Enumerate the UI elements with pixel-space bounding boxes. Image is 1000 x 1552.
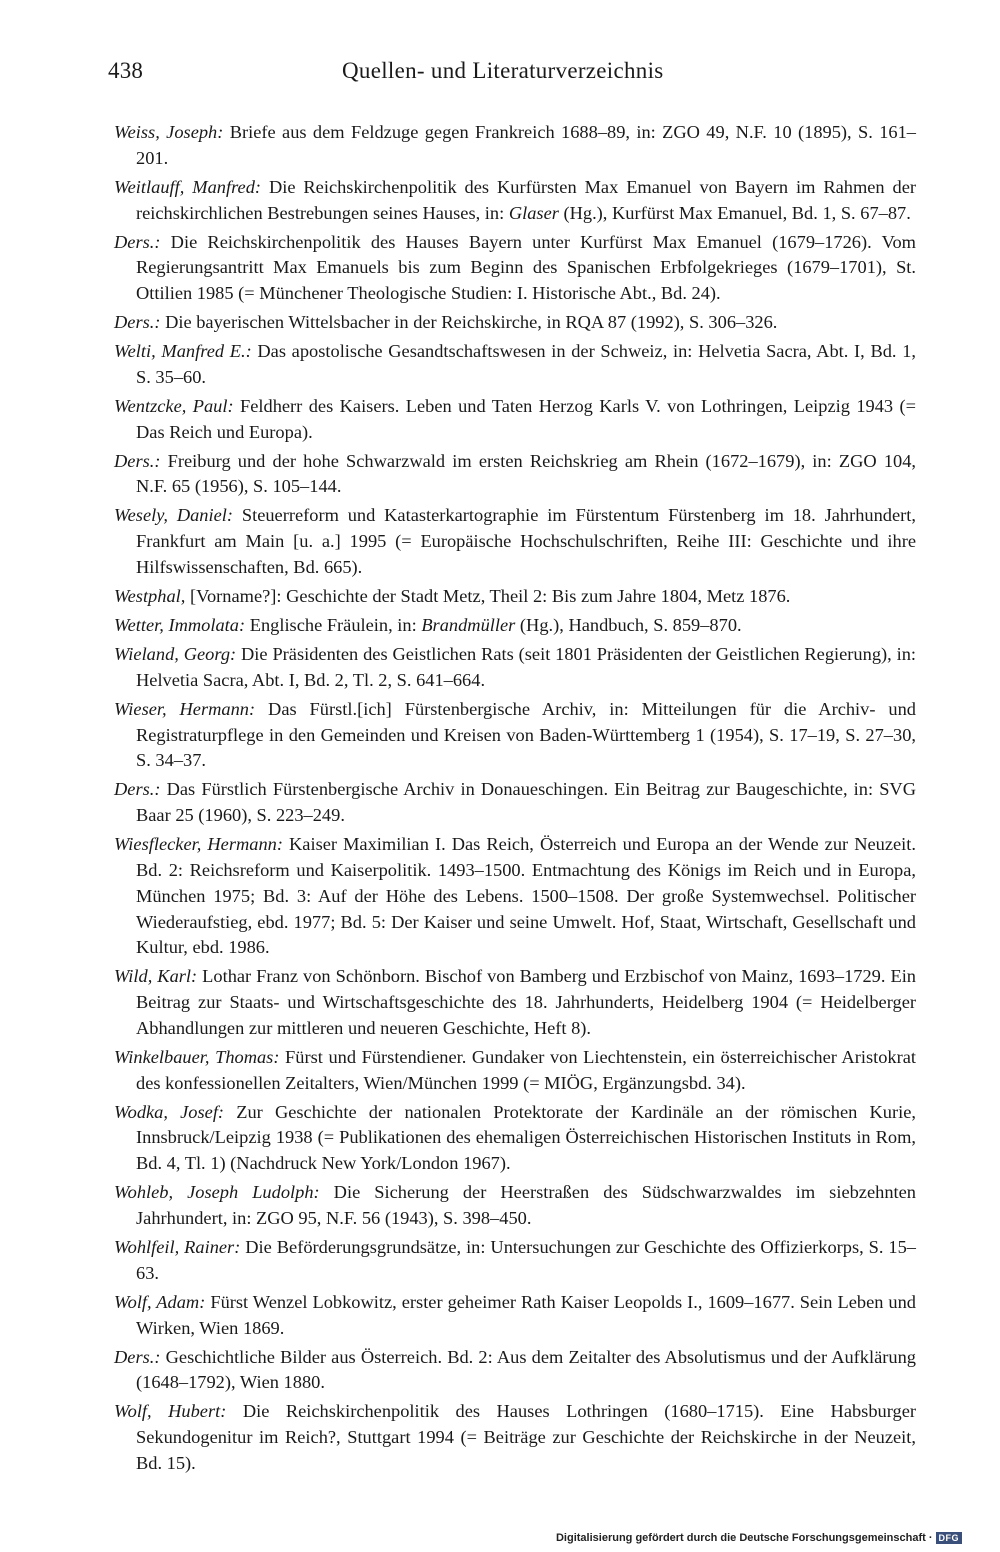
entry-text: Feldherr des Kaisers. Leben und Taten Herzog Karls V. von Lothringen, Leipzig 1943 (= Das Reich und Europa). — [136, 395, 917, 442]
entry-author: Wohleb, Joseph Ludolph: — [114, 1182, 320, 1203]
bibliography-entry — [114, 449, 916, 501]
entry-author: Ders.: — [114, 1346, 161, 1367]
entry-text: Das Fürstl.[ich] Fürstenbergische Archiv, in: Mitteilungen für die Archiv- und Registraturpflege in den Gemeinden und Kreisen von Baden-Württemberg 1 (1954), S. 17–19, S. 27–30, S. 34–37. — [136, 698, 916, 771]
entry-text: Steuerreform und Katasterkartographie im Fürstentum Fürstenberg im 18. Jahrhundert, Frankfurt am Main [u. a.] 1995 (= Europäische Hochschulschriften, Reihe III: Geschichte und ihre Hilfswissenschaften, Bd. 665). — [136, 505, 916, 578]
entry-text: Die bayerischen Wittelsbacher in der Reichskirche, in RQA 87 (1992), S. 306–326. — [160, 312, 778, 333]
entry-text: Die Beförderungsgrundsätze, in: Untersuchungen zur Geschichte des Offizierkorps, S. 15–63. — [136, 1237, 917, 1283]
entry-author: Weitlauff, Manfred: — [114, 176, 262, 197]
bibliography-entry — [114, 1235, 916, 1287]
page-number: 438 — [108, 58, 144, 83]
digitization-credit — [556, 1532, 962, 1544]
bibliography-list — [114, 120, 916, 1480]
entry-text: Geschichtliche Bilder aus Österreich. Bd. 2: Aus dem Zeitalter des Absolutismus und der Aufklärung (1648–1792), Wien 1880. — [136, 1346, 916, 1393]
bibliography-entry — [114, 1345, 916, 1397]
entry-text: Freiburg und der hohe Schwarzwald im ersten Reichskrieg am Rhein (1672–1679), in: ZGO 104, N.F. 65 (1956), S. 105–144. — [136, 450, 916, 497]
entry-text: Fürst und Fürstendiener. Gundaker von Liechtenstein, ein österreichischer Aristokrat des konfessionellen Zeitalters, Wien/München 1999 (= MIÖG, Ergänzungsbd. 34). — [136, 1046, 916, 1093]
entry-text: Die Reichskirchenpolitik des Kurfürsten Max Emanuel von Bayern im Rahmen der reichskirchlichen Bestrebungen seines Hauses, in: — [136, 176, 917, 223]
bibliography-entry — [114, 120, 916, 172]
bibliography-entry — [114, 697, 916, 774]
bibliography-entry — [114, 1290, 916, 1342]
entry-author: Wentzcke, Paul: — [114, 395, 234, 416]
digitization-credit-text: Digitalisierung gefördert durch die Deutsche Forschungsgemeinschaft · — [555, 1532, 933, 1544]
entry-author: Wolf, Adam: — [114, 1291, 206, 1312]
entry-text: Zur Geschichte der nationalen Protektorate der Kardinäle an der römischen Kurie, Innsbruck/Leipzig 1938 (= Publikationen des ehemaligen Österreichischen Historischen Instituts in Rom, Bd. 4, Tl. 1) (Nachdruck New York/London 1967). — [136, 1101, 916, 1174]
bibliography-entry — [114, 1100, 916, 1177]
entry-author: Wohlfeil, Rainer: — [114, 1237, 241, 1258]
entry-text: Fürst Wenzel Lobkowitz, erster geheimer Rath Kaiser Leopolds I., 1609–1677. Sein Leben und Wirken, Wien 1869. — [136, 1291, 917, 1338]
entry-text: Briefe aus dem Feldzuge gegen Frankreich 1688–89, in: ZGO 49, N.F. 10 (1895), S. 161–201. — [136, 122, 916, 168]
bibliography-entry — [114, 642, 916, 694]
bibliography-entry — [114, 1180, 916, 1232]
entry-text-continued: (Hg.), Kurfürst Max Emanuel, Bd. 1, S. 67–87. — [558, 202, 911, 223]
entry-text: Das apostolische Gesandtschaftswesen in der Schweiz, in: Helvetia Sacra, Abt. I, Bd. 1, S. 35–60. — [136, 341, 916, 387]
entry-author: Westphal, — [114, 586, 186, 607]
entry-author: Ders.: — [114, 779, 161, 800]
entry-text: Kaiser Maximilian I. Das Reich, Österreich und Europa an der Wende zur Neuzeit. Bd. 2: Reichsreform und Kaiserpolitik. 1493–1500. Entmachtung des Königs im Reich und in Europa, München 1975; Bd. 3: Auf der Höhe des Lebens. 1500–1508. Der große Systemwechsel. Politischer Wiederaufstieg, ebd. 1977; Bd. 5: Der Kaiser und seine Umwelt. Hof, Staat, Wirtschaft, Gesellschaft und Kultur, ebd. 1986. — [136, 834, 916, 958]
bibliography-entry — [114, 394, 916, 446]
bibliography-entry — [114, 584, 916, 610]
bibliography-entry — [114, 1399, 916, 1476]
page-header — [108, 58, 916, 94]
bibliography-entry — [114, 964, 916, 1041]
entry-text-continued: (Hg.), Handbuch, S. 859–870. — [515, 615, 742, 636]
bibliography-entry — [114, 175, 916, 227]
entry-text: [Vorname?]: Geschichte der Stadt Metz, Theil 2: Bis zum Jahre 1804, Metz 1876. — [185, 586, 791, 607]
entry-text: Die Präsidenten des Geistlichen Rats (seit 1801 Präsidenten der Geistlichen Regierung), in: Helvetia Sacra, Abt. I, Bd. 2, Tl. 2, S. 641–664. — [136, 644, 917, 690]
running-title: Quellen- und Literaturverzeichnis — [342, 58, 664, 83]
entry-author: Ders.: — [114, 231, 161, 252]
bibliography-entry — [114, 613, 916, 639]
bibliography-entry — [114, 503, 916, 580]
entry-text: Das Fürstlich Fürstenbergische Archiv in Donaueschingen. Ein Beitrag zur Baugeschichte, in: SVG Baar 25 (1960), S. 223–249. — [136, 779, 916, 826]
entry-author: Wild, Karl: — [114, 966, 198, 987]
bibliography-entry — [114, 230, 916, 307]
entry-text: Englische Fräulein, in: — [245, 615, 422, 636]
entry-editor: Glaser — [508, 202, 559, 223]
bibliography-entry — [114, 339, 916, 391]
entry-author: Wieser, Hermann: — [114, 698, 256, 719]
entry-author: Wieland, Georg: — [114, 644, 237, 665]
entry-author: Wiesflecker, Hermann: — [114, 834, 283, 855]
bibliography-entry — [114, 832, 916, 961]
entry-author: Wetter, Immolata: — [114, 615, 246, 636]
entry-author: Winkelbauer, Thomas: — [114, 1046, 280, 1067]
entry-text: Die Reichskirchenpolitik des Hauses Bayern unter Kurfürst Max Emanuel (1679–1726). Vom Regierungsantritt Max Emanuels bis zum Beginn des Spanischen Erbfolgekrieges (1679–1701), St. Ottilien 1985 (= Münchener Theologische Studien: I. Historische Abt., Bd. 24). — [136, 231, 916, 304]
entry-author: Welti, Manfred E.: — [114, 341, 252, 362]
entry-text: Die Sicherung der Heerstraßen des Südschwarzwaldes im siebzehnten Jahrhundert, in: ZGO 95, N.F. 56 (1943), S. 398–450. — [136, 1182, 916, 1229]
entry-text: Lothar Franz von Schönborn. Bischof von Bamberg und Erzbischof von Mainz, 1693–1729. Ein Beitrag zur Staats- und Wirtschaftsgeschichte des 18. Jahrhunderts, Heidelberg 1904 (= Heidelberger Abhandlungen zur mittleren und neueren Geschichte, Heft 8). — [136, 966, 916, 1038]
entry-editor: Brandmüller — [421, 615, 516, 636]
entry-author: Ders.: — [114, 450, 161, 471]
entry-text: Die Reichskirchenpolitik des Hauses Lothringen (1680–1715). Eine Habsburger Sekundogenitur im Reich?, Stuttgart 1994 (= Beiträge zur Geschichte der Reichskirche in der Neuzeit, Bd. 15). — [136, 1401, 916, 1473]
entry-author: Wesely, Daniel: — [114, 505, 233, 526]
bibliography-entry — [114, 310, 916, 336]
dfg-logo: DFG — [936, 1532, 963, 1544]
entry-author: Wodka, Josef: — [114, 1101, 225, 1122]
bibliography-entry — [114, 1045, 916, 1097]
entry-author: Weiss, Joseph: — [114, 122, 224, 142]
entry-author: Wolf, Hubert: — [114, 1401, 227, 1422]
entry-author: Ders.: — [114, 312, 161, 333]
bibliography-entry — [114, 777, 916, 829]
